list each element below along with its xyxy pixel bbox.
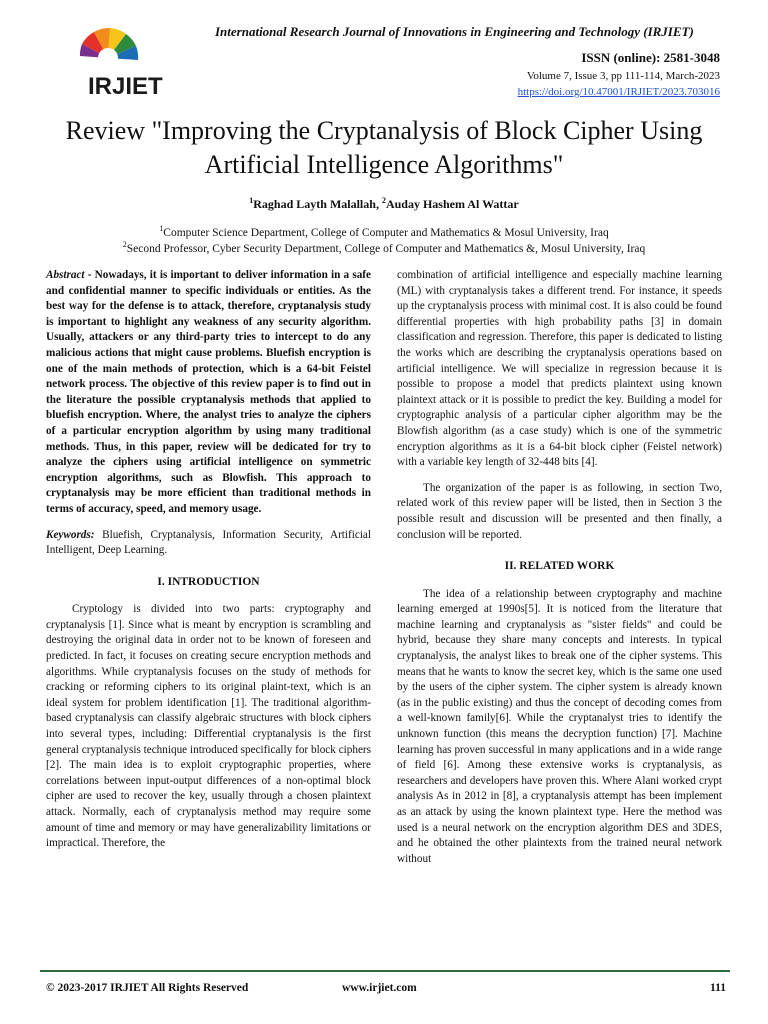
body-paragraph: The idea of a relationship between cryptography and machine learning emerged at 1990s[5]. It is noticed from the literature that machine learning and cryptanalysis as "sister fields" and could be hybrid, because they share many concepts and interests. In typical cryptanalysis, the analyst likes to break one of the cipher systems. This means that he wants to know the secret key, which is the same one used by the users of the cipher system. The cipher system is already known (as in the public existing) and thus the concept of decoding comes from a well-known family[6]. While the cryptanalyst tries to identify the unknown function (this means the decryption function) [7]. Machine learning has proven successful in many applications and in a wide range of field [6]. Among these extensive works is cryptanalysis, as researchers and developers have proven this. Where Alani worked crypt analysis As in 2012 in [8], a cryptanalysis attempt has been implement as an attack by using the known plaintext type. Here the method was used is a neural network on the encryption algorithm DES and 3DES, and he obtained the other plaintexts from the trained neural network without: [397, 587, 722, 865]
affiliation-1: [40, 224, 728, 239]
author-name: Auday Hashem Al Wattar: [385, 197, 519, 211]
author-sup: 2: [381, 196, 386, 205]
author-sup: 1: [249, 196, 254, 205]
affiliation-sup: 2: [122, 240, 127, 249]
abstract-text: - Nowadays, it is important to deliver information in a safe and confidential manner to specific individuals or entities. As the best way for the defense is to attack, therefore, cryptanalysis study is important to highlight any weakness of any security algorithm. Usually, attackers or any third-party tries to intercept to do any malicious actions that might cause problems. Bluefish encryption is one of the main methods of protection, which is a 64-bit Feistel network process. The objective of this review paper is to find out in the literature the possible cryptanalysis methods that applied to bluefish encryption. Where, the analyst tries to analyze the ciphers of a particular encryption algorithm by using many traditional methods. Thus, in this paper, review will be dedicated for try to analyze the ciphers using artificial intelligence on symmetric encryption algorithms, such as Blowfish. This approach to cryptanalysis may be more efficient than traditional methods in terms of accuracy, speed, and memory usage.: [46, 269, 371, 515]
doi-link[interactable]: https://doi.org/10.47001/IRJIET/2023.703016: [517, 86, 720, 98]
keywords-label: Keywords:: [46, 528, 95, 541]
footer-divider: [40, 970, 730, 972]
body-paragraph: The organization of the paper is as following, in section Two, related work of this review paper will be listed, then in Section 3 the possible result and discussion will be presented and then finally, a conclusion will be reported.: [397, 481, 722, 541]
body-paragraph: combination of artificial intelligence and especially machine learning (ML) with cryptanalysis takes a different trend. For instance, it speeds up the cryptanalysis process with minimal cost. It is also could be found differential properties with high probability paths [3] in domain classification and regression. Therefore, this paper is dedicated to listing the works which are describing the cryptanalysis operations based on artificial intelligence. We will specialize in regression because it is possible to propose a model that predicts plaintext using known plaintext attack or it is possible to predict the key. Building a model for cryptographic analysis of a particular cipher algorithm may be the Blowfish algorithm (as a case study) which is one of the symmetric encryption algorithms as it is a 64-bit block cipher (Feistel network) with a variable key length of 32-448 bits [4].: [397, 269, 722, 469]
abstract: [46, 268, 371, 518]
keywords: [46, 528, 371, 559]
introduction-paragraph: Cryptology is divided into two parts: cryptography and cryptanalysis [1]. Since what is meant by encryption is scrambling and destroying the original data in order not to be known of foreseen and predicted. In fact, it focuses on creating secure encryption methods and algorithms. While cryptanalysis focuses on the study of methods for cracking or reforming ciphers to its original plaint-text, which is an ideal system for problem identification [1]. The traditional algorithm-based cryptanalysis can classify algebraic structures with block ciphers into several types, including: Differential cryptanalysis is the first general cryptanalysis technique introduced specifically for block ciphers [2]. The main idea is to exploit cryptographic properties, where correlations between input-output differences of a non-optimal block cipher are used to recover the key, usually through a chosen plaintext attack. Normally, each of cryptanalysis method may require some amount of time and memory or may have generalizability limitations or impractical. Therefore, the: [46, 603, 371, 850]
copyright: © 2023-2017 IRJIET All Rights Reserved: [46, 982, 249, 994]
related-work-heading: II. RELATED WORK: [504, 560, 615, 573]
website-link[interactable]: www.irjiet.com: [342, 982, 417, 994]
introduction-heading: I. INTRODUCTION: [157, 575, 260, 588]
affiliation-text: Second Professor, Cyber Security Department, College of Computer and Mathematics &, Mosul University, Iraq: [126, 242, 646, 255]
issn: ISSN (online): 2581-3048: [581, 50, 720, 65]
logo-wordmark: IRJIET: [88, 73, 163, 100]
journal-header: [0, 0, 768, 110]
abstract-label: Abstract: [46, 269, 85, 281]
volume-info: Volume 7, Issue 3, pp 111-114, March-2023: [526, 70, 720, 82]
paper-title: Review "Improving the Cryptanalysis of Block Cipher Using Artificial Intelligence Algorithms": [65, 116, 703, 179]
page-number: 111: [710, 982, 726, 994]
affiliation-text: Computer Science Department, College of Computer and Mathematics & Mosul University, Iraq: [163, 226, 609, 239]
left-column: [46, 268, 371, 862]
journal-title: International Research Journal of Innovations in Engineering and Technology (IRJIET): [215, 24, 694, 39]
author-name: Raghad Layth Malallah,: [253, 197, 382, 211]
affiliation-2: [40, 240, 728, 255]
affiliation-sup: 1: [159, 224, 164, 233]
author-list: [40, 196, 728, 212]
right-column: [397, 268, 722, 877]
keywords-text: Bluefish, Cryptanalysis, Information Security, Artificial Intelligent, Deep Learning.: [46, 528, 371, 557]
irjiet-logo: [60, 22, 190, 102]
